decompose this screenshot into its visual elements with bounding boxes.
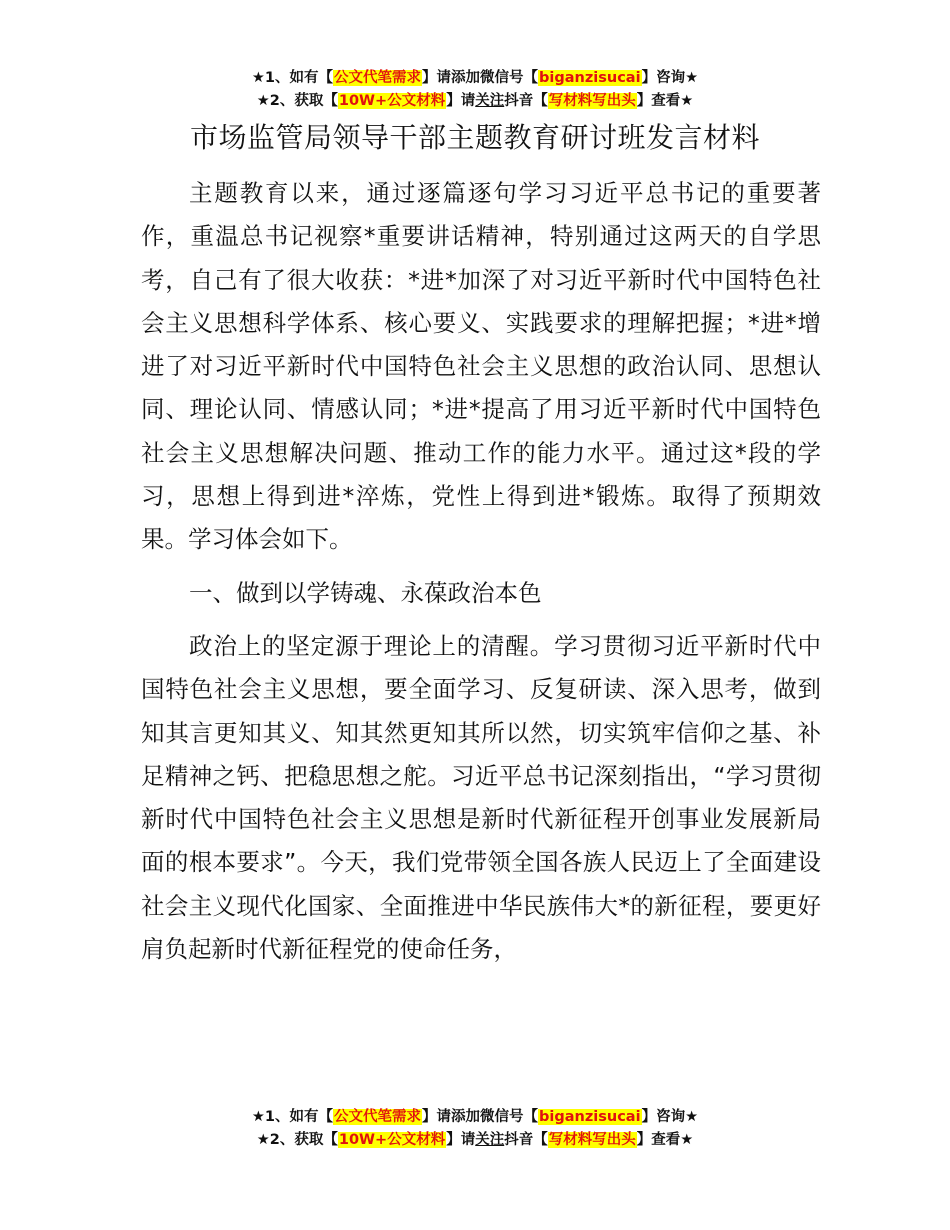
- banner-text: 】请添加微信号【: [422, 1109, 539, 1125]
- banner-line-2: [0, 1129, 950, 1152]
- banner-text: 】咨询★: [641, 1109, 699, 1125]
- banner-text: 】咨询★: [641, 70, 699, 86]
- banner-text: 】查看★: [636, 93, 694, 109]
- paragraph-section-1: 政治上的坚定源于理论上的清醒。学习贯彻习近平新时代中国特色社会主义思想，要全面学习、反复研读、深入思考，做到知其言更知其义、知其然更知其所以然，切实筑牢信仰之基、补足精神之钙、把稳思想之舵。习近平总书记深刻指出，“学习贯彻新时代中国特色社会主义思想是新时代新征程开创事业发展新局面的根本要求”。今天，我们党带领全国各族人民迈上了全面建设社会主义现代化国家、全面推进中华民族伟大*的新征程，要更好肩负起新时代新征程党的使命任务，: [141, 631, 821, 964]
- banner-underlined-text: 关注: [475, 93, 505, 109]
- highlight-materials: 10W+公文材料: [338, 93, 446, 109]
- highlight-materials: 10W+公文材料: [338, 1132, 446, 1148]
- highlight-service: 公文代笔需求: [334, 70, 422, 86]
- highlight-wechat-id: biganzisucai: [539, 70, 641, 86]
- paragraph-intro: 主题教育以来，通过逐篇逐句学习习近平总书记的重要著作，重温总书记视察*重要讲话精神，特别通过这两天的自学思考，自己有了很大收获：*进*加深了对习近平新时代中国特色社会主义思想科学体系、核心要义、实践要求的理解把握；*进*增进了对习近平新时代中国特色社会主义思想的政治认同、思想认同、理论认同、情感认同；*进*提高了用习近平新时代中国特色社会主义思想解决问题、推动工作的能力水平。通过这*段的学习，思想上得到进*淬炼，党性上得到进*锻炼。取得了预期效果。学习体会如下。: [141, 179, 821, 554]
- highlight-douyin: 写材料写出头: [548, 93, 636, 109]
- banner-line-1: [0, 1106, 950, 1129]
- banner-text: 】查看★: [636, 1132, 694, 1148]
- header-banner: [0, 67, 950, 113]
- highlight-service: 公文代笔需求: [334, 1109, 422, 1125]
- banner-text: 】请添加微信号【: [422, 70, 539, 86]
- document-body: [141, 172, 821, 981]
- banner-text: 抖音【: [504, 1132, 548, 1148]
- banner-text: 抖音【: [504, 93, 548, 109]
- banner-text: ★2、获取【: [256, 1132, 338, 1148]
- footer-banner: [0, 1106, 950, 1152]
- banner-text: ★2、获取【: [256, 93, 338, 109]
- banner-text: 】请: [446, 93, 476, 109]
- banner-line-2: [0, 90, 950, 113]
- banner-text: ★1、如有【: [251, 1109, 334, 1125]
- banner-line-1: [0, 67, 950, 90]
- banner-underlined-text: 关注: [475, 1132, 505, 1148]
- highlight-wechat-id: biganzisucai: [539, 1109, 641, 1125]
- document-title: 市场监管局领导干部主题教育研讨班发言材料: [189, 121, 760, 154]
- highlight-douyin: 写材料写出头: [548, 1132, 636, 1148]
- section-heading-1: 一、做到以学铸魂、永葆政治本色: [189, 578, 542, 607]
- banner-text: ★1、如有【: [251, 70, 334, 86]
- banner-text: 】请: [446, 1132, 476, 1148]
